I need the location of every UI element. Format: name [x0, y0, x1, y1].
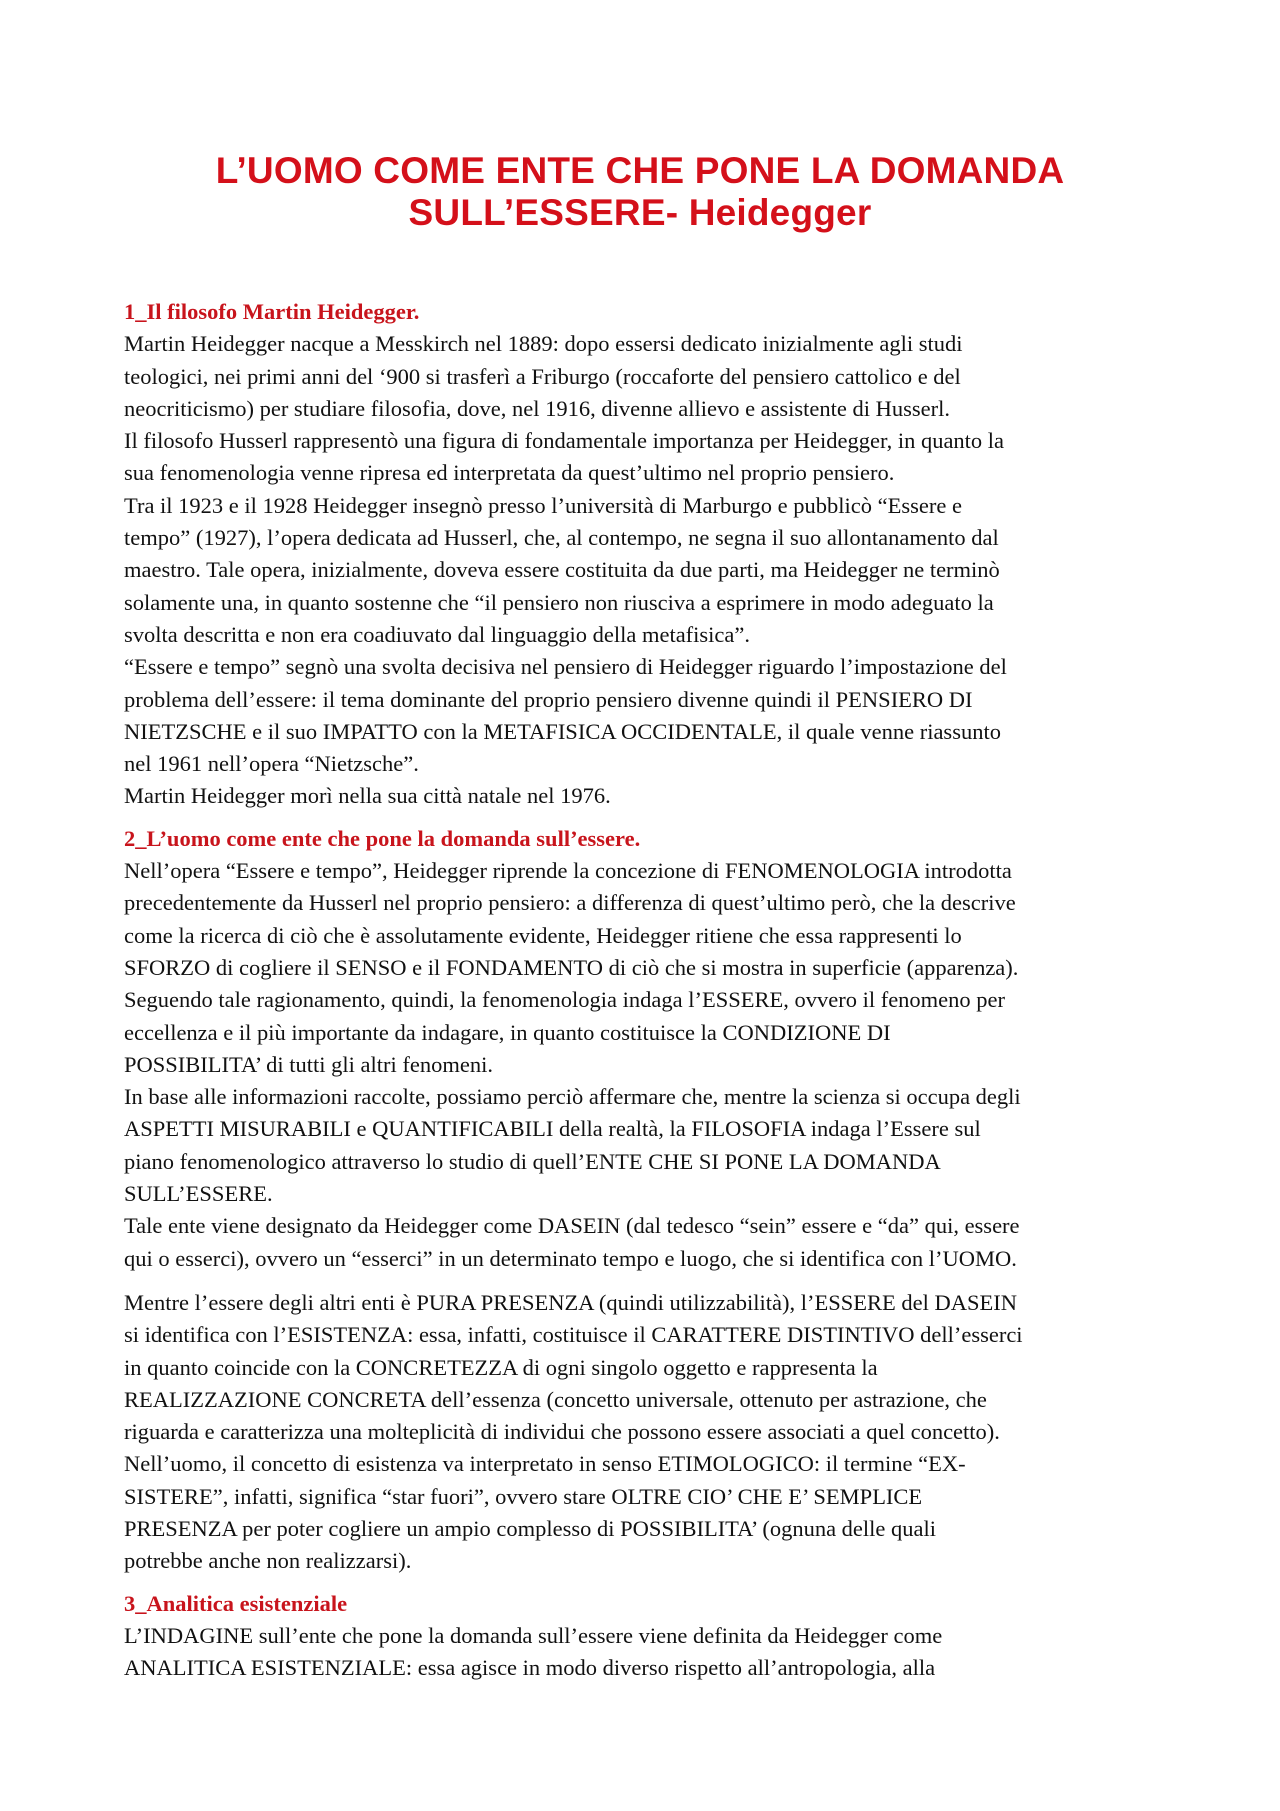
text-line: Il filosofo Husserl rappresentò una figura di fondamentale importanza per Heidegger, in quanto la — [124, 428, 1005, 454]
paragraph-gap — [124, 1578, 1184, 1588]
text-line: Nell’uomo, il concetto di esistenza va interpretato in senso ETIMOLOGICO: il termine “EX- — [124, 1451, 966, 1477]
section-2-text-continued — [124, 1287, 1184, 1578]
text-line: svolta descritta e non era coadiuvato dal linguaggio della metafisica”. — [124, 621, 751, 647]
section-3-heading: 3_Analitica esistenziale — [124, 1590, 348, 1616]
document-title-line-1: L’UOMO COME ENTE CHE PONE LA DOMANDA — [215, 150, 1065, 191]
section-3-text — [124, 1620, 1184, 1685]
text-line: Mentre l’essere degli altri enti è PURA PRESENZA (quindi utilizzabilità), l’ESSERE del DASEIN — [124, 1289, 1017, 1315]
text-line: in quanto coincide con la CONCRETEZZA di ogni singolo oggetto e rappresenta la — [124, 1354, 878, 1380]
text-line: Nell’opera “Essere e tempo”, Heidegger riprende la concezione di FENOMENOLOGIA introdotta — [124, 858, 1012, 884]
document-title — [100, 150, 1180, 234]
document-body — [124, 296, 1184, 1684]
text-line: eccellenza e il più importante da indagare, in quanto costituisce la CONDIZIONE DI — [124, 1019, 891, 1045]
text-line: SULL’ESSERE. — [124, 1181, 273, 1207]
paragraph-gap — [124, 1275, 1184, 1287]
text-line: riguarda e caratterizza una molteplicità di individui che possono essere associati a quel concetto). — [124, 1419, 1000, 1445]
paragraph-gap — [124, 813, 1184, 823]
text-line: teologici, nei primi anni del ‘900 si trasferì a Friburgo (roccaforte del pensiero cattolico e del — [124, 363, 961, 389]
text-line: SISTERE”, infatti, significa “star fuori”, ovvero stare OLTRE CIO’ CHE E’ SEMPLICE — [124, 1483, 923, 1509]
text-line: Tra il 1923 e il 1928 Heidegger insegnò presso l’università di Marburgo e pubblicò “Essere e — [124, 492, 962, 518]
text-line: NIETZSCHE e il suo IMPATTO con la METAFISICA OCCIDENTALE, il quale venne riassunto — [124, 718, 1001, 744]
text-line: PRESENZA per poter cogliere un ampio complesso di POSSIBILITA’ (ognuna delle quali — [124, 1515, 937, 1541]
text-line: L’INDAGINE sull’ente che pone la domanda sull’essere viene definita da Heidegger come — [124, 1622, 943, 1648]
section-2-text — [124, 855, 1184, 1275]
text-line: maestro. Tale opera, inizialmente, doveva essere costituita da due parti, ma Heidegger ne terminò — [124, 557, 1000, 583]
text-line: come la ricerca di ciò che è assolutamente evidente, Heidegger ritiene che essa rappresenti lo — [124, 922, 962, 948]
section-1-text — [124, 328, 1184, 812]
text-line: POSSIBILITA’ di tutti gli altri fenomeni. — [124, 1051, 493, 1077]
text-line: In base alle informazioni raccolte, possiamo perciò affermare che, mentre la scienza si occupa degli — [124, 1084, 1021, 1110]
section-1-heading: 1_Il filosofo Martin Heidegger. — [124, 299, 420, 324]
text-line: ASPETTI MISURABILI e QUANTIFICABILI della realtà, la FILOSOFIA indaga l’Essere sul — [124, 1116, 981, 1142]
text-line: Martin Heidegger nacque a Messkirch nel 1889: dopo essersi dedicato inizialmente agli studi — [124, 331, 963, 357]
text-line: solamente una, in quanto sostenne che “il pensiero non riusciva a esprimere in modo adeguato la — [124, 589, 994, 615]
document-title-line-2: SULL’ESSERE- Heidegger — [408, 192, 872, 233]
section-2-heading: 2_L’uomo come ente che pone la domanda sull’essere. — [124, 825, 641, 851]
text-line: ANALITICA ESISTENZIALE: essa agisce in modo diverso rispetto all’antropologia, alla — [124, 1655, 936, 1681]
text-line: Seguendo tale ragionamento, quindi, la fenomenologia indaga l’ESSERE, ovvero il fenomeno per — [124, 987, 1006, 1013]
text-line: neocriticismo) per studiare filosofia, dove, nel 1916, divenne allievo e assistente di Husserl. — [124, 395, 951, 421]
text-line: qui o esserci), ovvero un “esserci” in un determinato tempo e luogo, che si identifica con l’UOMO. — [124, 1245, 1017, 1271]
text-line: si identifica con l’ESISTENZA: essa, infatti, costituisce il CARATTERE DISTINTIVO dell’esserci — [124, 1322, 1023, 1348]
text-line: precedentemente da Husserl nel proprio pensiero: a differenza di quest’ultimo però, che la descrive — [124, 890, 1016, 916]
text-line: problema dell’essere: il tema dominante del proprio pensiero divenne quindi il PENSIERO DI — [124, 686, 973, 712]
text-line: “Essere e tempo” segnò una svolta decisiva nel pensiero di Heidegger riguardo l’impostazione del — [124, 654, 1007, 680]
text-line: tempo” (1927), l’opera dedicata ad Husserl, che, al contempo, ne segna il suo allontanamento dal — [124, 525, 999, 551]
text-line: potrebbe anche non realizzarsi). — [124, 1548, 412, 1574]
text-line: Tale ente viene designato da Heidegger come DASEIN (dal tedesco “sein” essere e “da” qui, essere — [124, 1213, 1020, 1239]
text-line: nel 1961 nell’opera “Nietzsche”. — [124, 751, 419, 777]
text-line: SFORZO di cogliere il SENSO e il FONDAMENTO di ciò che si mostra in superficie (apparenza). — [124, 954, 1019, 980]
text-line: REALIZZAZIONE CONCRETA dell’essenza (concetto universale, ottenuto per astrazione, che — [124, 1386, 987, 1412]
text-line: Martin Heidegger morì nella sua città natale nel 1976. — [124, 783, 611, 809]
text-line: piano fenomenologico attraverso lo studio di quell’ENTE CHE SI PONE LA DOMANDA — [124, 1148, 941, 1174]
text-line: sua fenomenologia venne ripresa ed interpretata da quest’ultimo nel proprio pensiero. — [124, 460, 895, 486]
